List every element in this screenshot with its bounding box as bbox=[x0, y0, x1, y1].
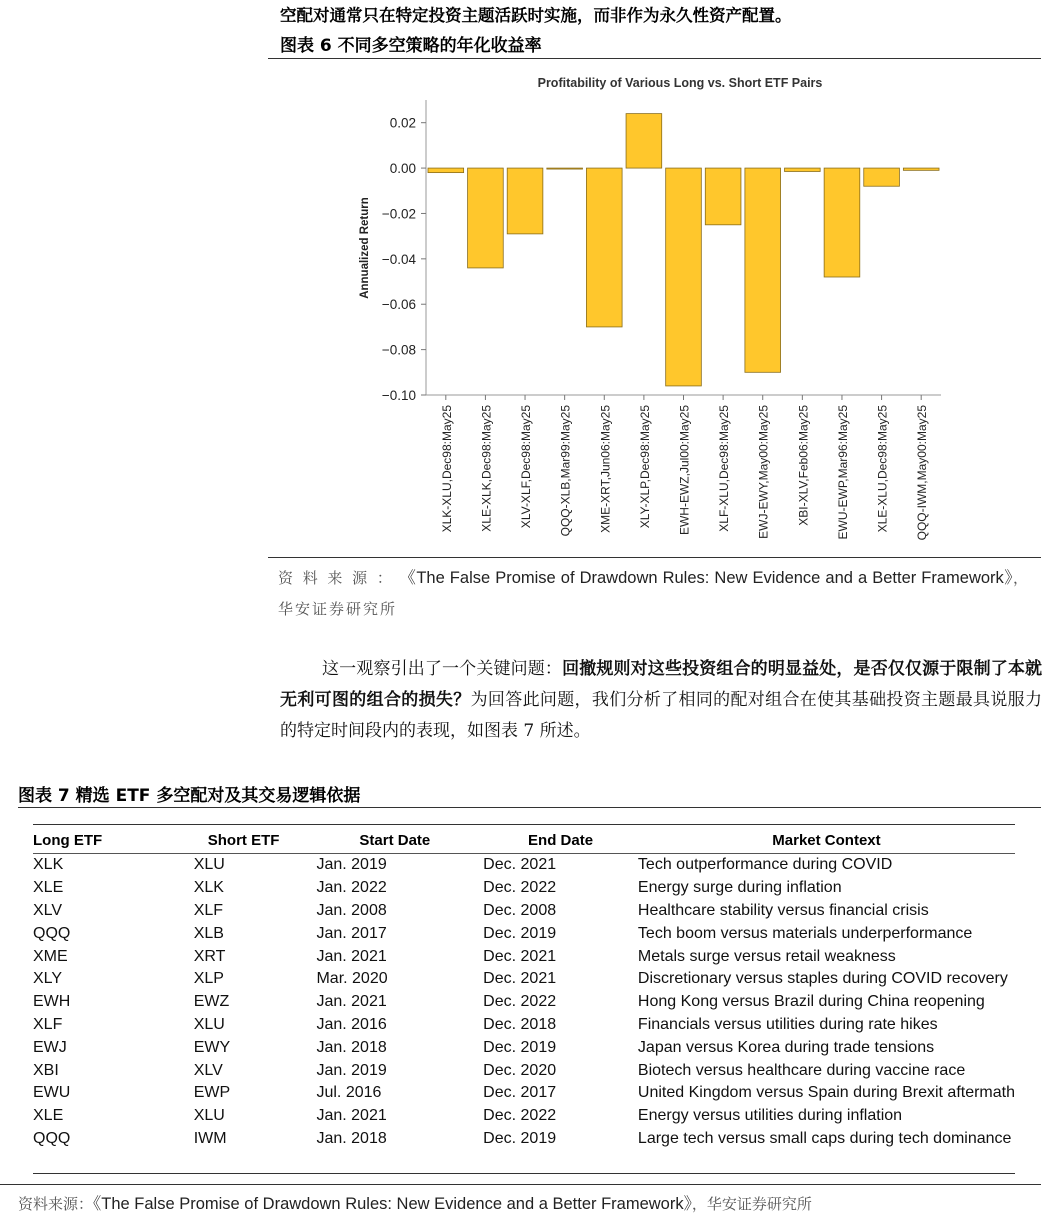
end-date-cell: Dec. 2021 bbox=[483, 947, 557, 965]
x-tick-label: EWJ-EWY,May00:May25 bbox=[756, 405, 771, 539]
annualized-return-bar-chart bbox=[268, 62, 1041, 557]
bar bbox=[428, 168, 464, 173]
market-context-cell: Metals surge versus retail weakness bbox=[637, 947, 896, 965]
bar bbox=[864, 168, 900, 186]
table-row bbox=[33, 854, 1015, 877]
intro-line: 空配对通常只在特定投资主题活跃时实施，而非作为永久性资产配置。 bbox=[280, 6, 792, 25]
bar bbox=[507, 168, 543, 234]
start-date-cell: Jan. 2017 bbox=[316, 924, 387, 942]
table-header-row bbox=[33, 827, 1015, 854]
start-date-cell: Jan. 2018 bbox=[316, 1038, 387, 1056]
end-date-cell: Dec. 2021 bbox=[483, 970, 557, 988]
long-etf-cell: EWU bbox=[33, 1084, 71, 1102]
figure6-top-rule bbox=[268, 58, 1041, 59]
x-tick-label: EWU-EWP,Mar96:May25 bbox=[835, 405, 850, 540]
body-paragraph bbox=[280, 654, 1042, 747]
table-row bbox=[33, 922, 1015, 945]
long-etf-cell: QQQ bbox=[33, 924, 71, 942]
short-etf-cell: XLF bbox=[193, 901, 224, 919]
start-date-cell: Jan. 2018 bbox=[316, 1129, 387, 1147]
long-etf-cell: XLK bbox=[33, 856, 64, 874]
y-tick-label: −0.02 bbox=[381, 206, 416, 222]
long-etf-cell: EWJ bbox=[33, 1038, 67, 1056]
bar bbox=[666, 168, 702, 386]
table-row bbox=[33, 1059, 1015, 1082]
source-suffix: ，华安证券研究所 bbox=[691, 1195, 812, 1213]
table-row bbox=[33, 968, 1015, 991]
x-tick-label: XLV-XLF,Dec98:May25 bbox=[519, 405, 534, 529]
end-date-cell: Dec. 2022 bbox=[483, 993, 557, 1011]
market-context-cell: Discretionary versus staples during COVID recovery bbox=[637, 970, 1008, 988]
market-context-cell: Healthcare stability versus financial crisis bbox=[637, 901, 929, 919]
chart-title: Profitability of Various Long vs. Short ETF Pairs bbox=[537, 76, 823, 90]
end-date-cell: Dec. 2019 bbox=[483, 1038, 557, 1056]
long-etf-cell: QQQ bbox=[33, 1129, 71, 1147]
bar bbox=[903, 168, 939, 170]
bar bbox=[586, 168, 622, 327]
bar bbox=[745, 168, 781, 372]
paragraph-bold-question: 回撤规则对这些投资组合的明显益处，是否仅仅源于限制了本就无利可图的组合的损失？ bbox=[280, 659, 1043, 710]
market-context-cell: Hong Kong versus Brazil during China reopening bbox=[637, 993, 985, 1011]
bar bbox=[785, 168, 821, 171]
x-tick-label: XLE-XLU,Dec98:May25 bbox=[875, 405, 890, 533]
col-start-date: Start Date bbox=[293, 827, 473, 854]
table-row bbox=[33, 945, 1015, 968]
market-context-cell: Tech outperformance during COVID bbox=[637, 856, 893, 874]
short-etf-cell: XLU bbox=[193, 856, 225, 874]
short-etf-cell: EWZ bbox=[193, 993, 230, 1011]
table7-title: 图表 7 精选 ETF 多空配对及其交易逻辑依据 bbox=[18, 786, 361, 806]
etf-pairs-table bbox=[33, 827, 1015, 1150]
table-row bbox=[33, 991, 1015, 1014]
start-date-cell: Jul. 2016 bbox=[316, 1084, 382, 1102]
end-date-cell: Dec. 2022 bbox=[483, 1107, 557, 1125]
long-etf-cell: XBI bbox=[33, 1061, 59, 1079]
market-context-cell: Japan versus Korea during trade tensions bbox=[637, 1038, 935, 1056]
table7-bottom-rule bbox=[33, 1173, 1015, 1174]
start-date-cell: Jan. 2021 bbox=[316, 1107, 387, 1125]
bar bbox=[705, 168, 741, 225]
market-context-cell: Energy versus utilities during inflation bbox=[637, 1107, 903, 1125]
short-etf-cell: XRT bbox=[193, 947, 226, 965]
start-date-cell: Jan. 2019 bbox=[316, 856, 387, 874]
paragraph-text-b: 为回答此问题，我们分析了相同的配对组合在使其基础投资主题最具说服力的特定时间段内的表现，如图表 7 所述。 bbox=[280, 690, 1043, 741]
table7-title-rule bbox=[18, 807, 1041, 808]
y-axis-label: Annualized Return bbox=[359, 197, 371, 299]
market-context-cell: Financials versus utilities during rate hikes bbox=[637, 1015, 938, 1033]
start-date-cell: Jan. 2021 bbox=[316, 947, 387, 965]
col-short-etf: Short ETF bbox=[161, 827, 294, 854]
short-etf-cell: XLB bbox=[193, 924, 224, 942]
bar bbox=[547, 168, 583, 169]
market-context-cell: Energy surge during inflation bbox=[637, 879, 842, 897]
x-tick-label: XME-XRT,Jun06:May25 bbox=[598, 405, 613, 533]
bar bbox=[468, 168, 504, 268]
x-tick-label: XBI-XLV,Feb06:May25 bbox=[796, 405, 811, 526]
table7-source bbox=[18, 1190, 812, 1214]
long-etf-cell: EWH bbox=[33, 993, 71, 1011]
table-row bbox=[33, 1036, 1015, 1059]
bar bbox=[824, 168, 860, 277]
market-context-cell: United Kingdom versus Spain during Brexit aftermath bbox=[637, 1084, 1015, 1102]
x-tick-label: EWH-EWZ,Jul00:May25 bbox=[677, 405, 692, 536]
short-etf-cell: XLP bbox=[193, 970, 224, 988]
start-date-cell: Mar. 2020 bbox=[316, 970, 388, 988]
end-date-cell: Dec. 2022 bbox=[483, 879, 557, 897]
source-label: 资 料 来 源 ： bbox=[278, 569, 395, 587]
col-market-context: Market Context bbox=[638, 827, 1015, 854]
end-date-cell: Dec. 2018 bbox=[483, 1015, 557, 1033]
short-etf-cell: EWP bbox=[193, 1084, 231, 1102]
short-etf-cell: XLU bbox=[193, 1015, 225, 1033]
y-tick-label: 0.00 bbox=[389, 161, 416, 177]
table-row bbox=[33, 877, 1015, 900]
table-row bbox=[33, 1082, 1015, 1105]
y-tick-label: −0.06 bbox=[381, 297, 416, 313]
figure6-title: 图表 6 不同多空策略的年化收益率 bbox=[280, 36, 542, 56]
long-etf-cell: XLE bbox=[33, 879, 64, 897]
end-date-cell: Dec. 2021 bbox=[483, 856, 557, 874]
table7-top-rule bbox=[33, 824, 1015, 825]
x-tick-label: QQQ-IWM,May00:May25 bbox=[915, 405, 930, 541]
x-tick-label: XLY-XLP,Dec98:May25 bbox=[637, 405, 652, 529]
col-long-etf: Long ETF bbox=[33, 827, 161, 854]
short-etf-cell: XLK bbox=[193, 879, 224, 897]
x-tick-label: QQQ-XLB,Mar99:May25 bbox=[558, 405, 573, 537]
x-tick-label: XLE-XLK,Dec98:May25 bbox=[479, 405, 494, 532]
long-etf-cell: XLV bbox=[33, 901, 63, 919]
long-etf-cell: XLY bbox=[33, 970, 63, 988]
x-tick-label: XLK-XLU,Dec98:May25 bbox=[439, 405, 454, 533]
table-row bbox=[33, 1014, 1015, 1037]
short-etf-cell: EWY bbox=[193, 1038, 231, 1056]
end-date-cell: Dec. 2019 bbox=[483, 924, 557, 942]
market-context-cell: Biotech versus healthcare during vaccine race bbox=[637, 1061, 966, 1079]
short-etf-cell: XLV bbox=[193, 1061, 223, 1079]
figure6-bottom-rule bbox=[268, 557, 1041, 558]
start-date-cell: Jan. 2019 bbox=[316, 1061, 387, 1079]
end-date-cell: Dec. 2020 bbox=[483, 1061, 557, 1079]
source-label: 资料来源： bbox=[18, 1195, 94, 1213]
source-title: 《The False Promise of Drawdown Rules: New Evidence and a Better Framework》 bbox=[93, 1195, 692, 1213]
long-etf-cell: XME bbox=[33, 947, 68, 965]
y-tick-label: −0.04 bbox=[381, 251, 416, 267]
market-context-cell: Tech boom versus materials underperformance bbox=[637, 924, 973, 942]
col-end-date: End Date bbox=[473, 827, 638, 854]
long-etf-cell: XLE bbox=[33, 1107, 64, 1125]
table7-source-rule bbox=[0, 1184, 1041, 1185]
source-title: 《The False Promise of Drawdown Rules: New Evidence and a Better Framework》 bbox=[399, 569, 1013, 587]
start-date-cell: Jan. 2016 bbox=[316, 1015, 387, 1033]
long-etf-cell: XLF bbox=[33, 1015, 63, 1033]
table-row bbox=[33, 900, 1015, 923]
figure6-source bbox=[278, 563, 1030, 625]
market-context-cell: Large tech versus small caps during tech dominance bbox=[637, 1129, 1012, 1147]
table-row bbox=[33, 1128, 1015, 1151]
source-suffix: ，华安证券研究所 bbox=[278, 569, 1030, 618]
paragraph-text-a: 这一观察引出了一个关键问题： bbox=[322, 659, 563, 679]
table-row bbox=[33, 1105, 1015, 1128]
y-tick-label: 0.02 bbox=[389, 115, 416, 131]
bar bbox=[626, 114, 662, 168]
short-etf-cell: IWM bbox=[193, 1129, 227, 1147]
end-date-cell: Dec. 2008 bbox=[483, 901, 557, 919]
end-date-cell: Dec. 2019 bbox=[483, 1129, 557, 1147]
short-etf-cell: XLU bbox=[193, 1107, 225, 1125]
start-date-cell: Jan. 2008 bbox=[316, 901, 387, 919]
y-tick-label: −0.10 bbox=[381, 388, 416, 403]
start-date-cell: Jan. 2022 bbox=[316, 879, 387, 897]
x-tick-label: XLF-XLU,Dec98:May25 bbox=[717, 405, 732, 532]
end-date-cell: Dec. 2017 bbox=[483, 1084, 557, 1102]
y-tick-label: −0.08 bbox=[381, 342, 416, 358]
start-date-cell: Jan. 2021 bbox=[316, 993, 387, 1011]
